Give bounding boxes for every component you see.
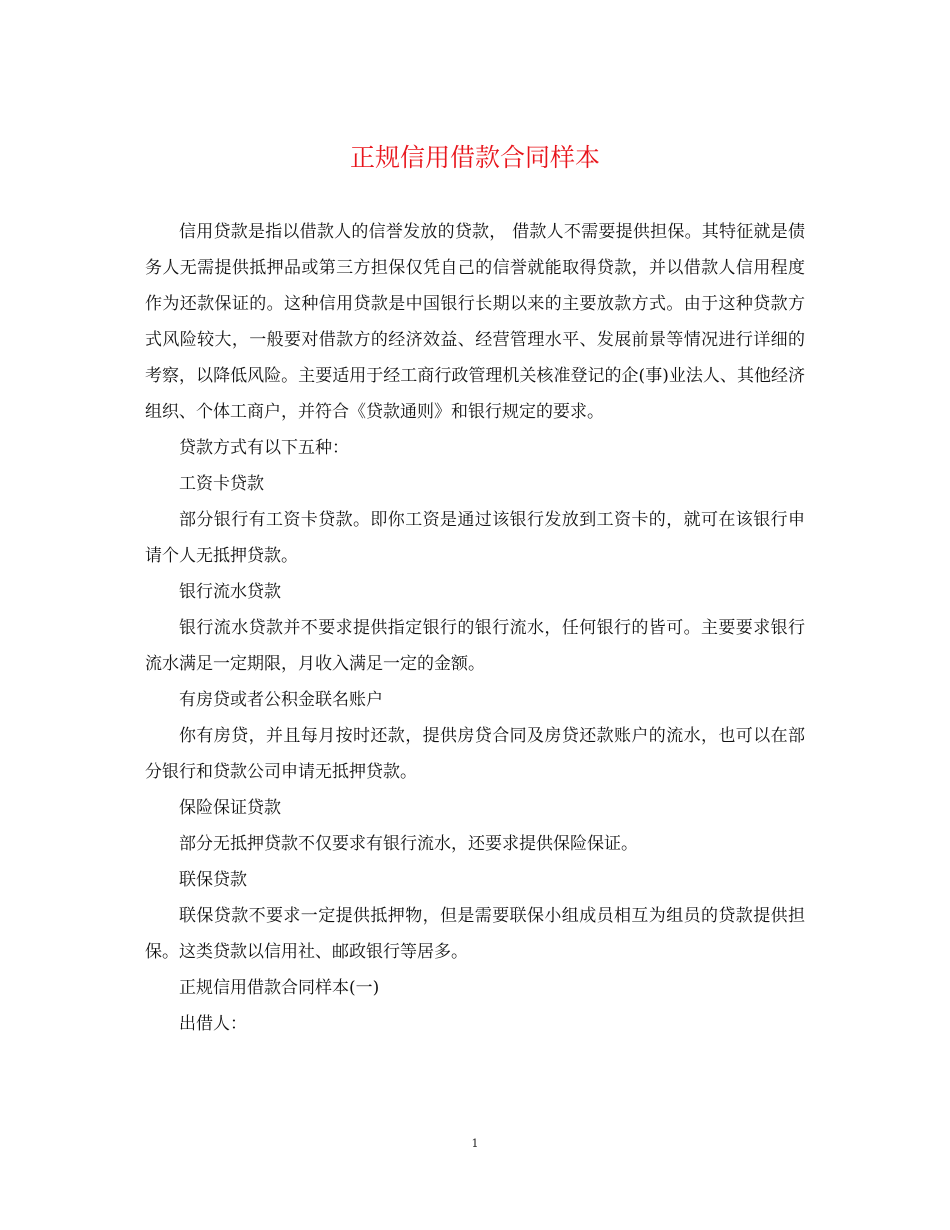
paragraph-joint-guarantee-loan: 联保贷款不要求一定提供抵押物，但是需要联保小组成员相互为组员的贷款提供担保。这类贷款以信用社、邮政银行等居多。 xyxy=(145,906,805,962)
heading-bank-statement-loan: 银行流水贷款 xyxy=(179,582,281,602)
document-body xyxy=(145,214,805,1042)
heading-salary-card-loan: 工资卡贷款 xyxy=(179,474,264,494)
paragraph-intro: 信用贷款是指以借款人的信誉发放的贷款， 借款人不需要提供担保。其特征就是债务人无需提供抵押品或第三方担保仅凭自己的信誉就能取得贷款，并以借款人信用程度作为还款保证的。这种信用贷款是中国银行长期以来的主要放款方式。由于这种贷款方式风险较大，一般要对借款方的经济效益、经营管理水平、发展前景等情况进行详细的考察，以降低风险。主要适用于经工商行政管理机关核准登记的企(事)业法人、其他经济组织、个体工商户，并符合《贷款通则》和银行规定的要求。 xyxy=(145,222,805,422)
page-number: 1 xyxy=(471,1137,479,1150)
heading-contract-sample-one: 正规信用借款合同样本(一) xyxy=(179,978,380,998)
paragraph-insurance-guarantee-loan: 部分无抵押贷款不仅要求有银行流水，还要求提供保险保证。 xyxy=(179,834,638,854)
paragraph-mortgage-fund-account: 你有房贷，并且每月按时还款，提供房贷合同及房贷还款账户的流水，也可以在部分银行和贷款公司申请无抵押贷款。 xyxy=(145,726,805,782)
paragraph-bank-statement-loan: 银行流水贷款并不要求提供指定银行的银行流水，任何银行的皆可。主要要求银行流水满足一定期限，月收入满足一定的金额。 xyxy=(145,618,805,674)
heading-insurance-guarantee-loan: 保险保证贷款 xyxy=(179,798,281,818)
heading-joint-guarantee-loan: 联保贷款 xyxy=(179,870,247,890)
paragraph-salary-card-loan: 部分银行有工资卡贷款。即你工资是通过该银行发放到工资卡的，就可在该银行申请个人无抵押贷款。 xyxy=(145,510,805,566)
heading-mortgage-fund-account: 有房贷或者公积金联名账户 xyxy=(179,690,383,710)
paragraph-loan-methods: 贷款方式有以下五种： xyxy=(179,438,349,458)
field-lender: 出借人： xyxy=(179,1014,247,1034)
document-title: 正规信用借款合同样本 xyxy=(349,143,600,172)
